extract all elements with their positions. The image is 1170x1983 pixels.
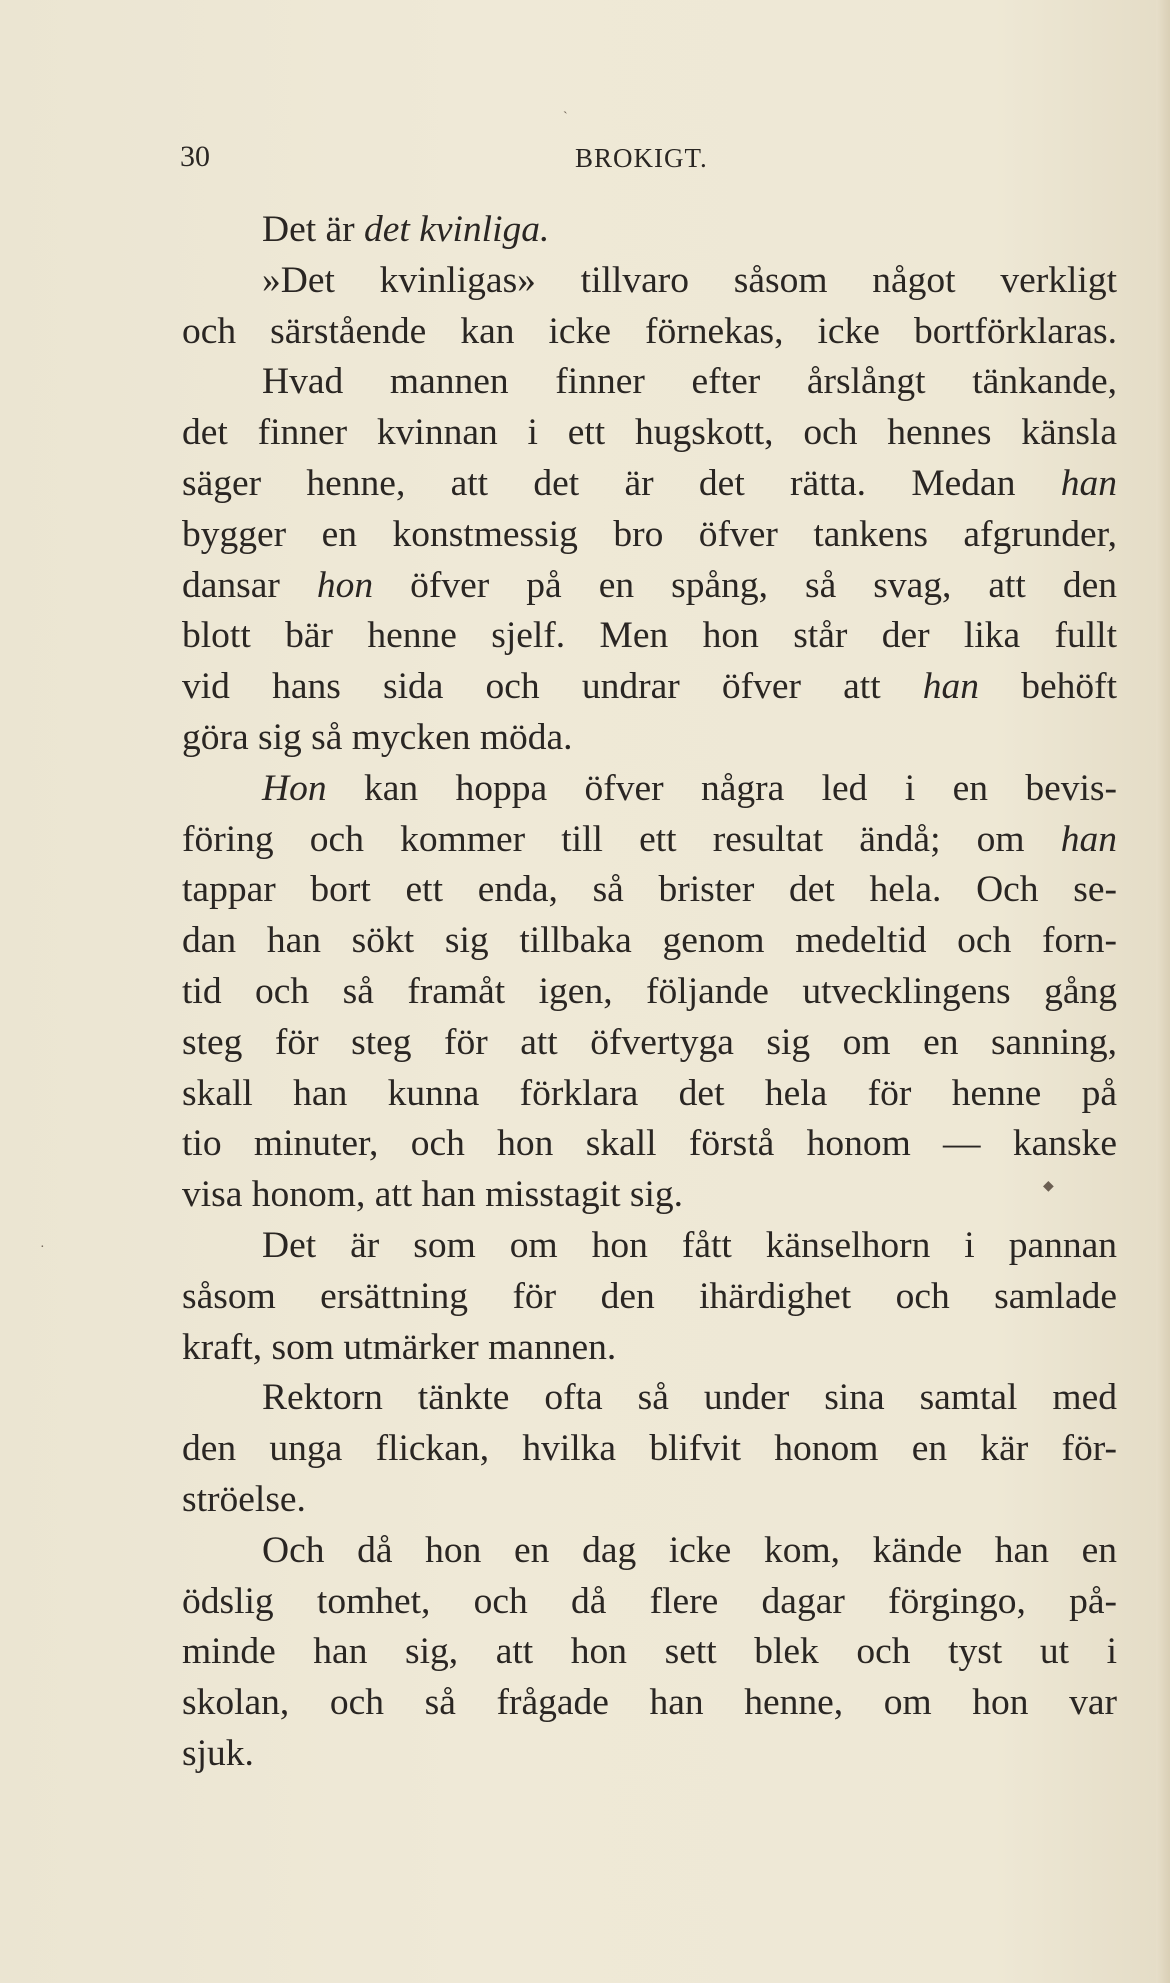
italic-emphasis: Hon	[262, 767, 327, 809]
text-run: Hvad mannen finner efter årslångt tänkande,	[262, 361, 1117, 403]
text-line	[182, 815, 1117, 866]
text-line	[182, 1424, 1117, 1475]
text-run: det finner kvinnan i ett hugskott, och hennes känsla	[182, 412, 1117, 454]
text-run: visa honom, att han misstagit sig.	[182, 1174, 684, 1216]
text-line	[182, 1627, 1117, 1678]
text-run: dan han sökt sig tillbaka genom medeltid och forn-	[182, 920, 1117, 962]
text-line	[182, 1018, 1117, 1069]
text-run: kraft, som utmärker mannen.	[182, 1326, 617, 1368]
text-run: sjuk.	[182, 1732, 254, 1774]
italic-emphasis: det kvinliga.	[364, 209, 550, 250]
text-line	[182, 1729, 1117, 1780]
body-text	[182, 205, 1117, 1780]
text-run: tappar bort ett enda, så brister det hela. Och se-	[182, 869, 1117, 911]
text-run: såsom ersättning för den ihärdighet och samlade	[182, 1275, 1117, 1317]
text-line	[182, 1119, 1117, 1170]
text-line	[182, 459, 1117, 510]
text-run: göra sig så mycken möda.	[182, 716, 573, 758]
text-run: vid hans sida och undrar öfver att	[182, 666, 923, 708]
text-run: Det är som om hon fått känselhorn i pannan	[262, 1224, 1117, 1266]
text-line	[182, 408, 1117, 459]
text-run: och särstående kan icke förnekas, icke bortförklaras.	[182, 310, 1117, 352]
text-run: minde han sig, att hon sett blek och tyst ut i	[182, 1631, 1117, 1673]
text-run: ströelse.	[182, 1478, 306, 1520]
text-line	[182, 967, 1117, 1018]
text-run: Och då hon en dag icke kom, kände han en	[262, 1529, 1117, 1571]
text-run: kan hoppa öfver några led i en bevis-	[326, 767, 1117, 809]
text-line	[182, 307, 1117, 358]
text-run: den unga flickan, hvilka blifvit honom en kär för-	[182, 1428, 1117, 1470]
text-line	[182, 1170, 1117, 1221]
text-line	[182, 205, 1117, 256]
text-run: säger henne, att det är det rätta. Medan	[182, 462, 1061, 504]
italic-emphasis: han	[922, 666, 980, 708]
page-edge-shadow	[1156, 0, 1170, 1983]
running-head: BROKIGT.	[575, 143, 708, 173]
text-line	[182, 1577, 1117, 1628]
ink-speck: ·	[40, 1240, 45, 1255]
text-run: steg för steg för att öfvertyga sig om en sanning,	[182, 1021, 1117, 1063]
text-line	[182, 865, 1117, 916]
text-run: »Det kvinligas» tillvaro såsom något verkligt	[262, 259, 1117, 301]
text-run: föring och kommer till ett resultat ändå; om	[182, 818, 1061, 860]
text-run: skolan, och så frågade han henne, om hon var	[182, 1682, 1117, 1724]
text-run: blott bär henne sjelf. Men hon står der lika fullt	[182, 615, 1117, 657]
text-run: bygger en konstmessig bro öfver tankens afgrunder,	[182, 513, 1117, 555]
ink-speck: `	[563, 110, 568, 125]
text-line	[182, 764, 1117, 815]
text-line	[182, 357, 1117, 408]
text-line	[182, 916, 1117, 967]
text-line	[182, 1221, 1117, 1272]
text-run: dansar	[182, 564, 317, 606]
text-line	[182, 1272, 1117, 1323]
text-line	[182, 1475, 1117, 1526]
italic-emphasis: han	[1060, 462, 1117, 504]
text-run: behöft	[979, 666, 1117, 708]
page-number: 30	[180, 140, 210, 173]
text-run: öfver på en spång, så svag, att den	[373, 564, 1117, 606]
text-line	[182, 256, 1117, 307]
text-line	[182, 713, 1117, 764]
text-line	[182, 1526, 1117, 1577]
text-line	[182, 1678, 1117, 1729]
page-header	[180, 140, 720, 180]
text-line	[182, 1373, 1117, 1424]
text-run: tid och så framåt igen, följande utvecklingens gång	[182, 970, 1117, 1012]
text-line	[182, 662, 1117, 713]
text-line	[182, 561, 1117, 612]
italic-emphasis: han	[1060, 818, 1117, 860]
text-run: tio minuter, och hon skall förstå honom — kanske	[182, 1123, 1117, 1165]
text-line	[182, 611, 1117, 662]
text-run: skall han kunna förklara det hela för henne på	[182, 1072, 1117, 1114]
text-line	[182, 1069, 1117, 1120]
italic-emphasis: hon	[316, 564, 374, 606]
text-line	[182, 1323, 1117, 1374]
ink-speck: ◆	[1043, 1179, 1054, 1194]
text-run: Det är	[262, 209, 365, 250]
text-line	[182, 510, 1117, 561]
text-run: Rektorn tänkte ofta så under sina samtal med	[262, 1377, 1117, 1419]
text-run: ödslig tomhet, och då flere dagar förgingo, på-	[182, 1580, 1117, 1622]
